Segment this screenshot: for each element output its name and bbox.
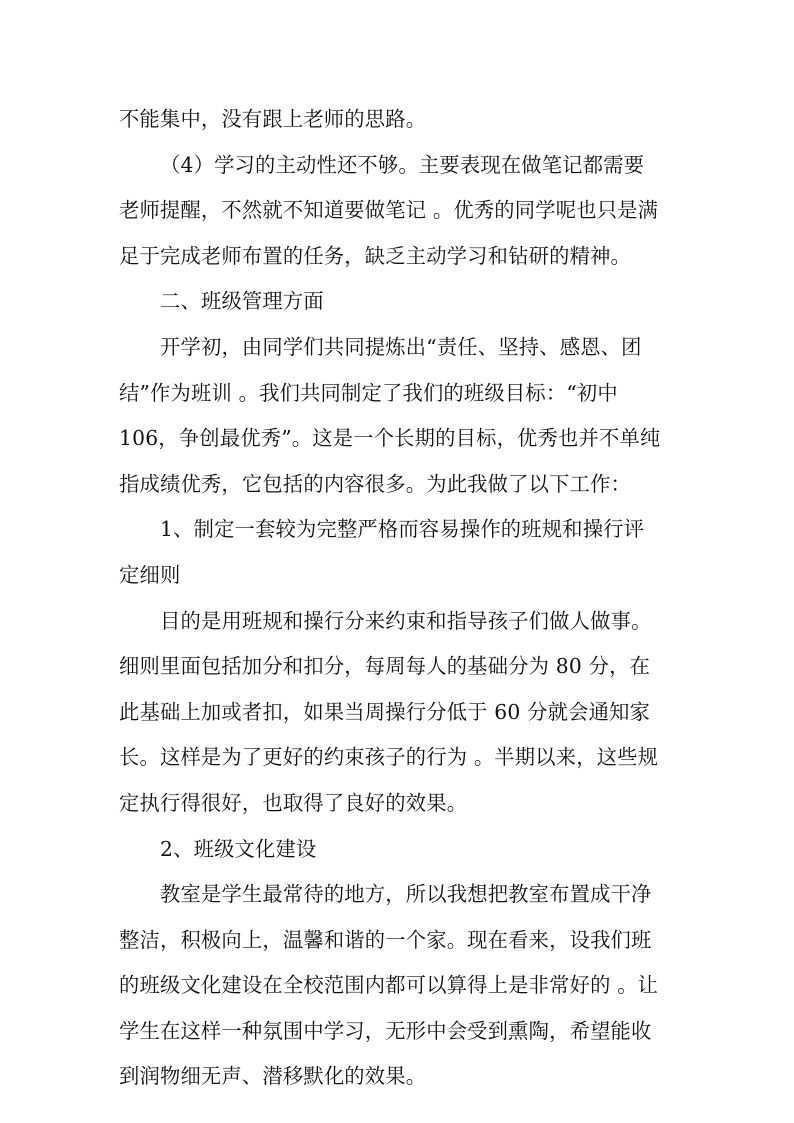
text-line: 此基础上加或者扣，如果当周操行分低于 60 分就会通知家 xyxy=(119,699,651,724)
text-line: 定执行得很好，也取得了良好的效果。 xyxy=(119,790,468,815)
subheading-line-continued: 定细则 xyxy=(119,562,181,587)
text-line: 细则里面包括加分和扣分，每周每人的基础分为 80 分，在 xyxy=(119,654,651,679)
text-line: 106，争创最优秀”。这是一个长期的目标，优秀也并不单纯 xyxy=(119,426,661,451)
text-line: 结”作为班训 。我们共同制定了我们的班级目标：“初中 xyxy=(119,380,618,405)
paragraph-start-line: 开学初，由同学们共同提炼出“责任、坚持、感恩、团 xyxy=(160,334,642,359)
text-line: 足于完成老师布置的任务，缺乏主动学习和钻研的精神。 xyxy=(119,243,632,268)
text-line: 老师提醒，不然就不知道要做笔记 。优秀的同学呢也只是满 xyxy=(119,198,659,223)
text-line: 学生在这样一种氛围中学习，无形中会受到熏陶，希望能收 xyxy=(119,1018,652,1043)
text-line: 不能集中，没有跟上老师的思路。 xyxy=(119,107,427,131)
paragraph-start-line: 目的是用班规和操行分来约束和指导孩子们做人做事。 xyxy=(160,608,652,633)
text-line: 长。这样是为了更好的约束孩子的行为 。半期以来，这些规 xyxy=(119,745,659,770)
section-heading: 二、班级管理方面 xyxy=(160,289,324,314)
subheading-line: 1、制定一套较为完整严格而容易操作的班规和操行评 xyxy=(160,517,645,542)
text-line: 指成绩优秀，它包括的内容很多。为此我做了以下工作： xyxy=(119,471,632,496)
document-body xyxy=(119,97,675,1100)
paragraph-start-line: 教室是学生最常待的地方，所以我想把教室布置成干净 xyxy=(160,882,652,907)
text-line: 的班级文化建设在全校范围内都可以算得上是非常好的 。让 xyxy=(119,973,659,998)
subheading-line: 2、班级文化建设 xyxy=(160,836,317,861)
text-line: 整洁，积极向上，温馨和谐的一个家。现在看来，设我们班 xyxy=(119,927,652,952)
list-item-text-line: （4）学习的主动性还不够。主要表现在做笔记都需要 xyxy=(160,152,645,177)
text-line: 到润物细无声、潜移默化的效果。 xyxy=(119,1064,427,1089)
